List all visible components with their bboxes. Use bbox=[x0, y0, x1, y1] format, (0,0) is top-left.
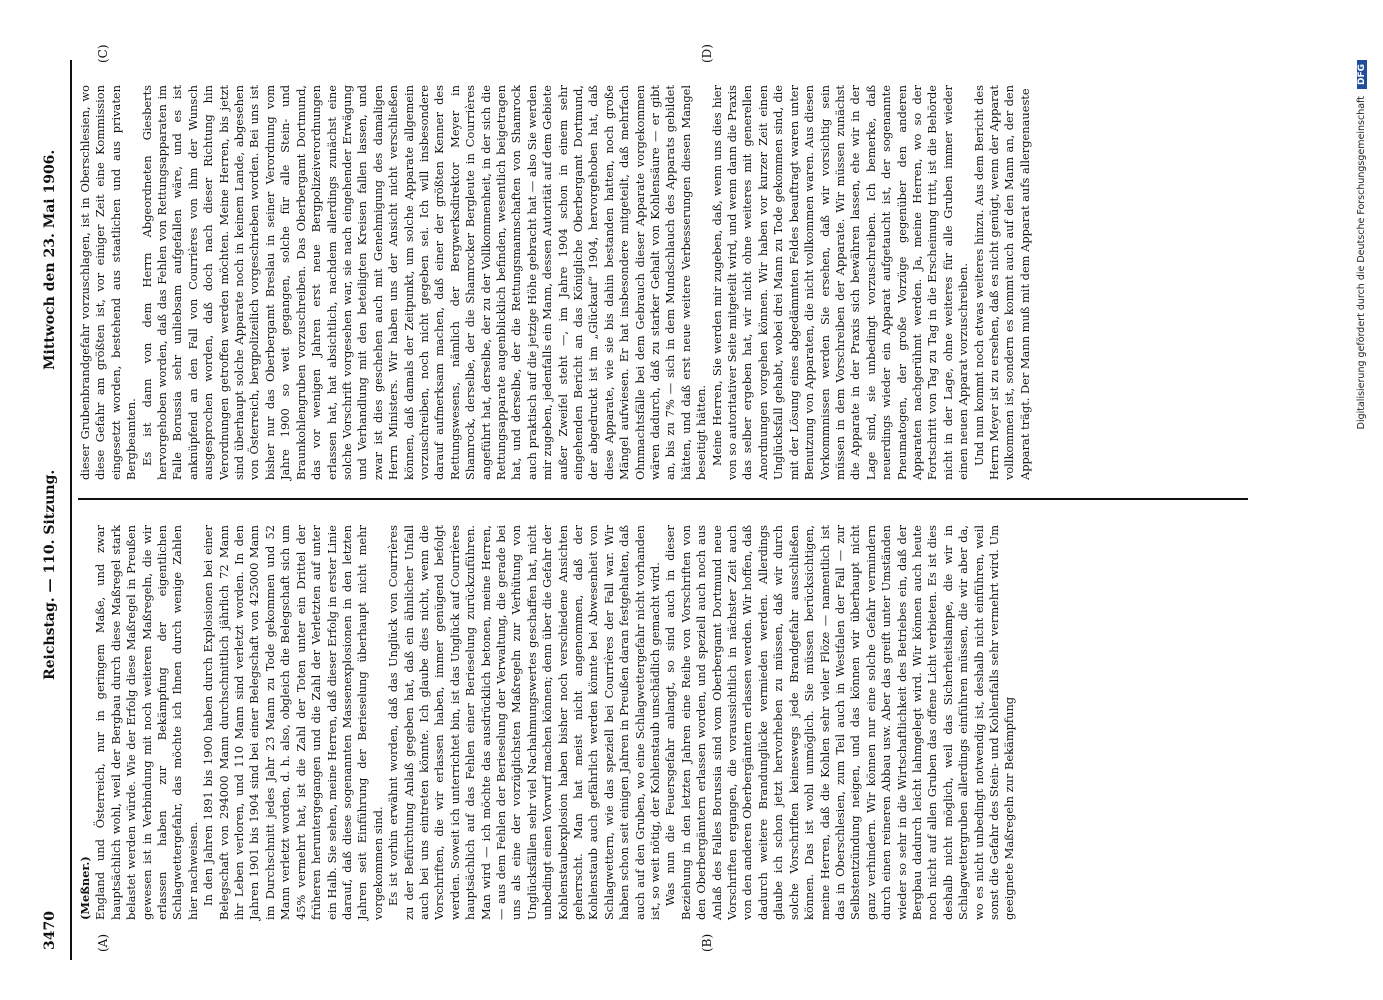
running-head: Reichstag. — 110. Sitzung. bbox=[42, 469, 58, 680]
paragraph: Es ist vorhin erwähnt worden, daß das Unglück von Courrières zu der Befürchtung Anlaß gegeben hat, daß ein ähnlicher Unfall auch bei uns eintreten könnte. Ich glaube dies nicht, wenn die Vorschriften, die wir erlassen haben, immer genügend befolgt werden. Soweit ich unterrichtet bin, ist das Unglück auf Courrières hauptsächlich auf das Fehlen einer Berieselung zurückzuführen. Man wird — ich möchte das ausdrücklich betonen, meine Herren, — aus dem Fehlen der Berieselung der Verwaltung, die gerade bei uns als eine der vorzüglichsten Maßregeln zur Verhütung von Unglücksfällen sehr viel Nachahmungswertes geschaffen hat, nicht unbedingt einen Vorwurf machen können; denn über die Gefahr der Kohlenstaubexplosion haben bisher noch verschiedene Ansichten geherrscht. Man hat meist nicht angenommen, daß der Kohlenstaub auch gefährlich werden könnte bei Abwesenheit von Schlagwettern, wie das speziell bei Courrières der Fall war. Wir haben schon seit einigen Jahren in Preußen daran festgehalten, daß auch auf den Gruben, wo eine Schlagwettergefahr nicht vorhanden ist, so weit nötig, der Kohlenstaub unschädlich gemacht wird. bbox=[386, 525, 663, 920]
margin-marker-d: (D) bbox=[700, 44, 714, 63]
paragraph: dieser Grubenbrandgefahr vorzuschlagen, ist in Oberschlesien, wo diese Gefahr am größten ist, vor einiger Zeit eine Kommission eingesetzt worden, bestehend aus staatlichen und aus privaten Bergbeamten. bbox=[78, 85, 139, 480]
left-column bbox=[78, 525, 1018, 920]
paragraph: England und Österreich, nur in geringem Maße, und zwar hauptsächlich wohl, weil der Bergbau durch diese Maßregel stark belastet werden würde. Wie der Erfolg diese Maßregel in Preußen gewesen ist in Verbindung mit noch weiteren Maßregeln, die wir erlassen haben zur Bekämpfung der eigentlichen Schlagwettergefahr, das möchte ich Ihnen durch wenige Zahlen hier nachweisen. bbox=[93, 525, 200, 920]
right-column bbox=[78, 85, 1033, 480]
paragraph: Und nun kommt noch etwas weiteres hinzu. Aus dem Bericht des Herrn Meyer ist zu ersehen, daß es nicht genügt, wenn der Apparat vollkommen ist, sondern es kommt auch auf den Mann an, der den Apparat trägt. Der Mann muß mit dem Apparat aufs allergenaueste bbox=[971, 85, 1032, 480]
paragraph: Es ist dann von dem Herrn Abgeordneten Giesberts hervorgehoben worden, daß das Fehlen von Rettungsapparaten im Falle Borussia sehr unliebsam aufgefallen wäre, und es ist anknüpfend an den Fall von Courrières von ihm der Wunsch ausgesprochen worden, daß doch nach dieser Richtung hin Verordnungen getroffen werden möchten. Meine Herren, bis jetzt sind überhaupt solche Apparate noch in keinem Lande, abgesehen von Österreich, bergpolizeilich vorgeschrieben worden. Bei uns ist bisher nur das Oberbergamt Breslau in seiner Verordnung vom Jahre 1900 so weit gegangen, solche für alle Stein- und Braunkohlengruben vorzuschreiben. Das Oberbergamt Dortmund, das vor wenigen Jahren erst neue Bergpolizeiverordnungen erlassen hat, hat absichtlich, nachdem allerdings zunächst eine solche Vorschrift vorgesehen war, sie nach eingehender Erwägung und Verhandlung mit den beteiligten Kreisen fallen lassen, und zwar ist dies geschehen auch mit Genehmigung des damaligen Herrn Ministers. Wir haben uns der Ansicht nicht verschließen können, daß damals der Zeitpunkt, um solche Apparate allgemein vorzuschreiben, noch nicht gegeben sei. Ich will insbesondere darauf aufmerksam machen, daß einer der größten Kenner des Rettungswesens, nämlich der Bergwerksdirektor Meyer in Shamrock, derselbe, der die Shamrocker Bergleute in Courrières angeführt hat, derselbe, der zu der Vollkommenheit, in der sich die Rettungsapparate augenblicklich befinden, wesentlich beigetragen hat, und derselbe, der die Rettungsmannschaften von Shamrock auch praktisch auf die jetzige Höhe gebracht hat — also Sie werden mir zugeben, jedenfalls ein Mann, dessen Autorität auf dem Gebiete außer Zweifel steht —, im Jahre 1904 schon in einem sehr eingehenden Bericht an das Königliche Oberbergamt Dortmund, der abgedruckt ist im „Glückauf“ 1904, hervorgehoben hat, daß diese Apparate, wie sie bis dahin bestanden hatten, noch große Mängel aufwiesen. Er hat insbesondere mitgeteilt, daß mehrfach Ohnmachtsfälle bei dem Gebrauch dieser Apparate vorgekommen wären dadurch, daß zu starker Gehalt von Kohlensäure — er gibt an, bis zu 7% — sich in dem Mundschlauch des Apparats gebildet hätten, und daß erst neue weitere Verbesserungen diesen Mangel beseitigt hätten. bbox=[139, 85, 709, 480]
paragraph: Was nun die Feuersgefahr anlangt, so sind auch in dieser Beziehung in den letzten Jahren eine Reihe von Vorschriften von den Oberbergämtern erlassen worden, und speziell auch noch aus Anlaß des Falles Borussia sind vom Oberbergamt Dortmund neue Vorschriften ergangen, die voraussichtlich in nächster Zeit auch von den anderen Oberbergämtern erlassen werden. Wir hoffen, daß dadurch weitere Brandunglücke vermieden werden. Allerdings glaube ich schon jetzt hervorheben zu müssen, daß wir durch solche Vorschriften keineswegs jede Brandgefahr ausschließen können. Das ist wohl unmöglich. Sie müssen berücksichtigen, meine Herren, daß die Kohlen sehr vieler Flöze — namentlich ist das in Oberschlesien, zum Teil auch in Westfalen der Fall — zur Selbstentzündung neigen, und das können wir überhaupt nicht ganz verhindern. Wir können nur eine solche Gefahr vermindern durch einen reineren Abbau usw. Aber das greift unter Umständen wieder so sehr in die Wirtschaftlichkeit des Betriebes ein, daß der Bergbau dadurch leicht lahmgelegt wird. Wir können auch heute noch nicht auf allen Gruben das offene Licht verbieten. Es ist dies deshalb nicht möglich, weil das Sicherheitslampe, die wir in Schlagwettergruben allerdings einführen müssen, die wir aber da, wo es nicht unbedingt notwendig ist, deshalb nicht einführen, weil sonst die Gefahr des Stein- und Kohlenfalls sehr vermehrt wird. Um geeignete Maßregeln zur Bekämpfung bbox=[663, 525, 1017, 920]
column-divider bbox=[78, 498, 1248, 500]
paragraph: In den Jahren 1891 bis 1900 haben durch Explosionen bei einer Belegschaft von 294000 Mann durchschnittlich jährlich 72 Mann ihr Leben verloren, und 110 Mann sind verletzt worden. In den Jahren 1901 bis 1904 sind bei einer Belegschaft von 425000 Mann im Durchschnitt jedes Jahr 23 Mann zu Tode gekommen und 52 Mann verletzt worden, d. h. also, obgleich die Belegschaft sich um 45% vermehrt hat, ist die Zahl der Toten unter ein Drittel der früheren heruntergegangen und die Zahl der Verletzten auf unter ein Halb. Sie sehen, meine Herren, daß dieser Erfolg in erster Linie darauf, daß diese sogenannten Massenexplosionen in den letzten Jahren seit Einführung der Berieselung überhaupt nicht mehr vorgekommen sind. bbox=[201, 525, 385, 920]
paragraph: Meine Herren, Sie werden mir zugeben, daß, wenn uns dies hier von so autoritativer Seite mitgeteilt wird, und wenn dann die Praxis das selber ergeben hat, wir nicht ohne weiteres mit generellen Anordnungen vorgehen können. Wir haben vor kurzer Zeit einen Unglücksfall gehabt, wobei drei Mann zu Tode gekommen sind, die mit der Lösung eines abgedämmten Feldes beauftragt waren unter Benutzung von Apparaten, die nicht vollkommen waren. Aus diesen Vorkommnissen werden Sie ersehen, daß wir vorsichtig sein müssen in dem Vorschreiben der Apparate. Wir müssen zunächst die Apparate in der Praxis sich bewähren lassen, ehe wir in der Lage sind, sie unbedingt vorzuschreiben. Ich bemerke, daß neuerdings wieder ein Apparat aufgetaucht ist, der sogenannte Pneumatogen, der große Vorzüge gegenüber den anderen Apparaten nachgerühmt werden. Ja, meine Herren, wo so der Fortschritt von Tag zu Tag in die Erscheinung tritt, ist die Behörde nicht in der Lage, ohne weiteres für alle Gruben immer wieder einen neuen Apparat vorzuschreiben. bbox=[709, 85, 971, 480]
session-date: Mittwoch den 23. Mai 1906. bbox=[42, 149, 58, 370]
margin-marker-b: (B) bbox=[700, 933, 714, 952]
page-number: 3470 bbox=[42, 911, 58, 950]
digitization-text: Digitalisierung gefördert durch die Deutsche Forschungsgemeinschaft bbox=[1356, 96, 1367, 430]
dfg-logo: DFG bbox=[1357, 60, 1367, 89]
page-header bbox=[40, 60, 72, 960]
margin-marker-c: (C) bbox=[96, 44, 110, 63]
speaker-label: (Meßner.) bbox=[78, 856, 92, 920]
margin-marker-a: (A) bbox=[96, 933, 110, 952]
digitization-note bbox=[1356, 60, 1367, 940]
